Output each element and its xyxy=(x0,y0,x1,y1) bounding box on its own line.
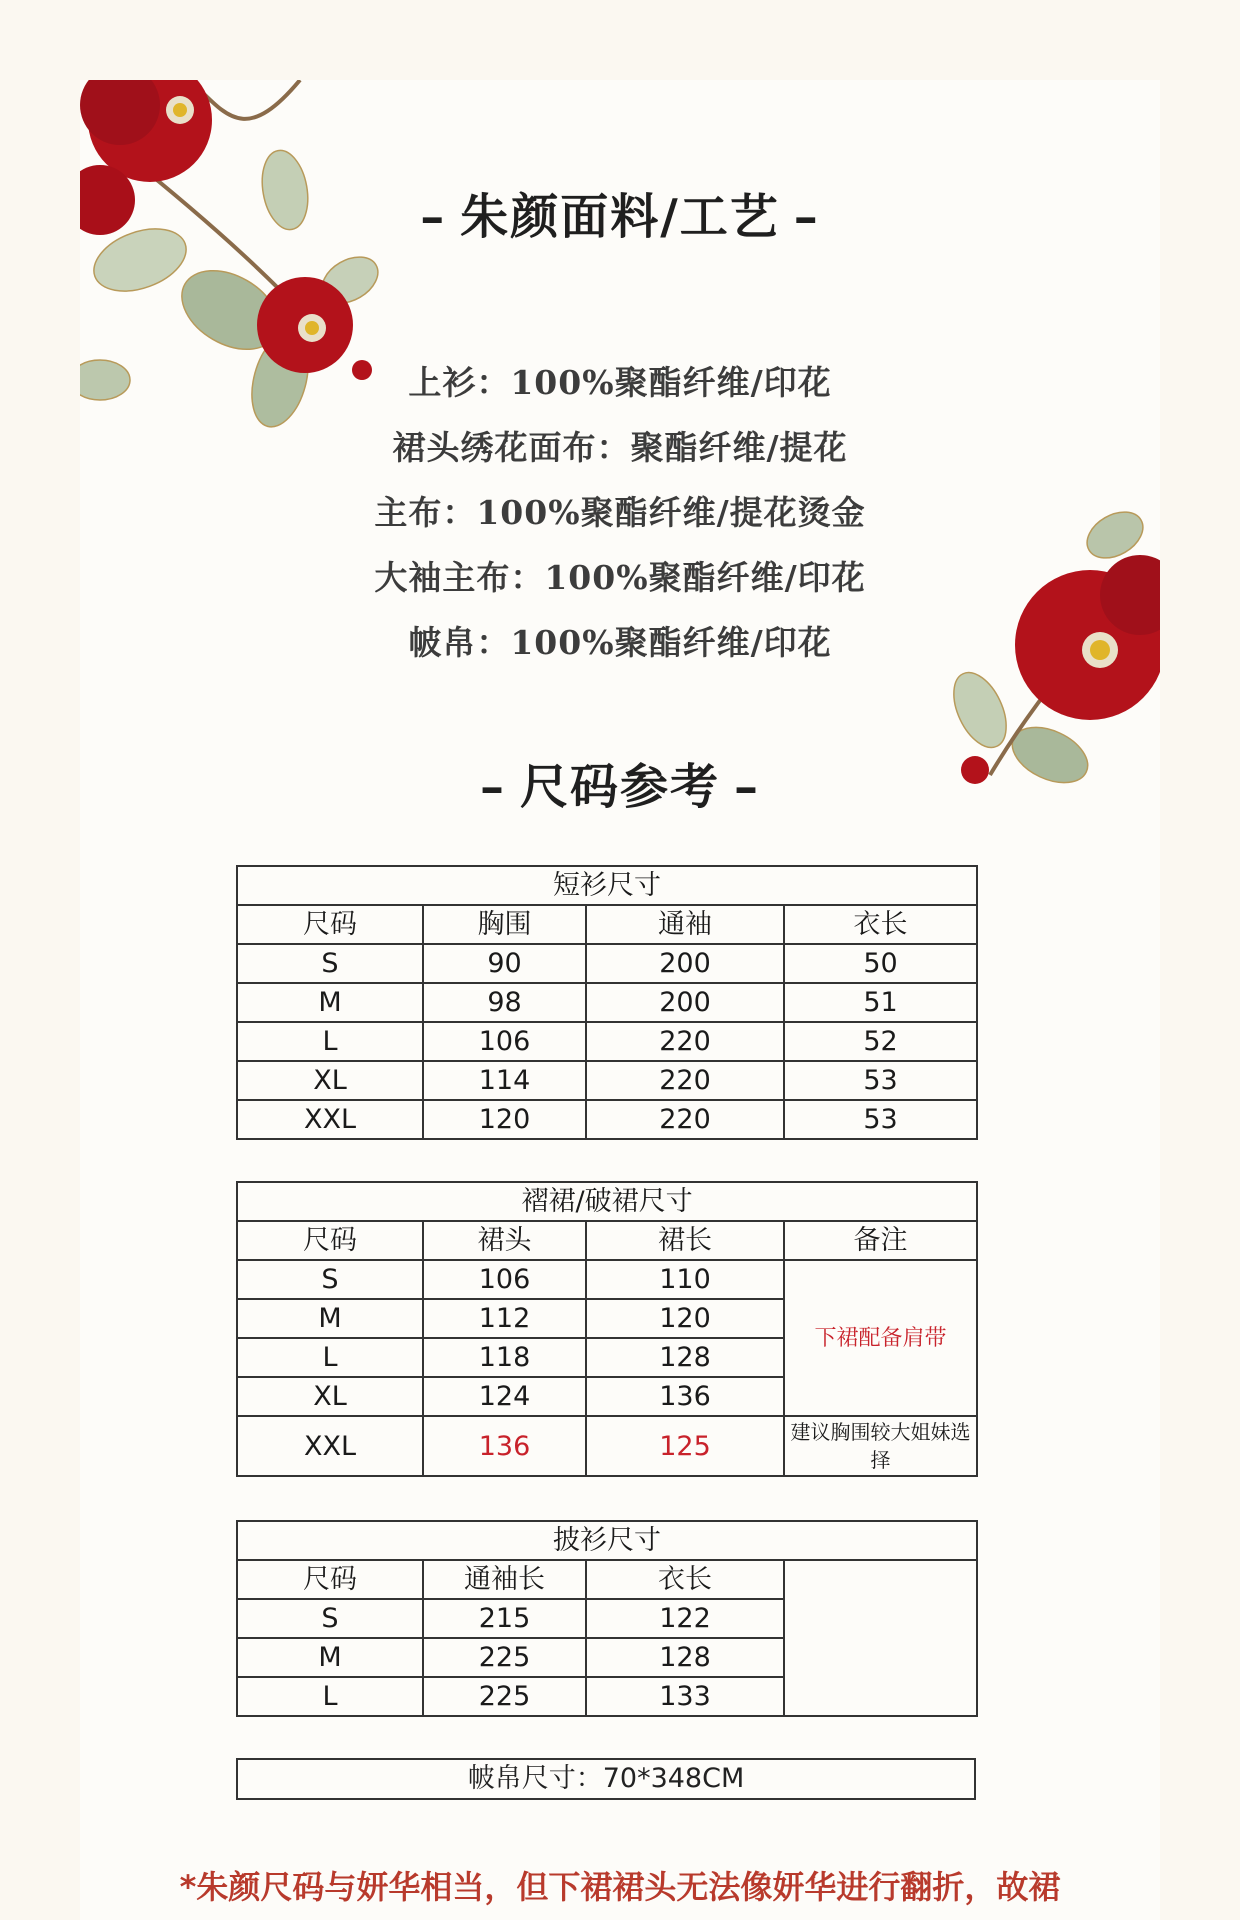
material-line: 帔帛：100%聚酯纤维/印花 xyxy=(408,623,832,662)
table-cell: 124 xyxy=(423,1377,586,1416)
fabric-section-title xyxy=(80,178,1160,247)
table-cell: M xyxy=(237,1638,423,1677)
column-header: 胸围 xyxy=(423,905,586,944)
table-cell: 112 xyxy=(423,1299,586,1338)
table-row xyxy=(237,1416,977,1476)
table-cell: 110 xyxy=(586,1260,784,1299)
table-cell: S xyxy=(237,1599,423,1638)
table-header-row xyxy=(237,905,977,944)
table-row xyxy=(237,944,977,983)
table-header-row xyxy=(237,1221,977,1260)
table-cell: 118 xyxy=(423,1338,586,1377)
note-xxl: 建议胸围较大姐妹选择 xyxy=(784,1416,977,1476)
table-title: 褶裙/破裙尺寸 xyxy=(237,1182,977,1221)
table-cell: 106 xyxy=(423,1022,586,1061)
table-cell: XXL xyxy=(237,1100,423,1139)
table-cell: 98 xyxy=(423,983,586,1022)
material-line: 主布：100%聚酯纤维/提花烫金 xyxy=(374,493,866,532)
fabric-material-list xyxy=(80,350,1160,675)
table-cell: 125 xyxy=(586,1416,784,1476)
title-dash-right: – xyxy=(793,189,820,245)
table-row xyxy=(237,1260,977,1299)
size-title-text: 尺码参考 xyxy=(519,759,720,815)
table-cell: L xyxy=(237,1677,423,1716)
table-cell: XXL xyxy=(237,1416,423,1476)
table-cell: 53 xyxy=(784,1061,977,1100)
table-cell: 225 xyxy=(423,1677,586,1716)
column-header: 衣长 xyxy=(784,905,977,944)
table-cell: L xyxy=(237,1338,423,1377)
column-header: 裙长 xyxy=(586,1221,784,1260)
table-title: 短衫尺寸 xyxy=(237,866,977,905)
scarf-size: 帔帛尺寸：70*348CM xyxy=(236,1758,976,1800)
table-cell: S xyxy=(237,1260,423,1299)
table-cell: 53 xyxy=(784,1100,977,1139)
size-note-footer: *朱颜尺码与妍华相当，但下裙裙头无法像妍华进行翻折，故裙 xyxy=(179,1868,1061,1906)
table-cell: S xyxy=(237,944,423,983)
column-header: 尺码 xyxy=(237,1221,423,1260)
table-cell: 114 xyxy=(423,1061,586,1100)
table-cell: 106 xyxy=(423,1260,586,1299)
table-cell: M xyxy=(237,983,423,1022)
table-cell: 128 xyxy=(586,1338,784,1377)
material-line: 上衫：100%聚酯纤维/印花 xyxy=(408,363,832,402)
table-cell: 225 xyxy=(423,1638,586,1677)
table-cell: 122 xyxy=(586,1599,784,1638)
table-cell: XL xyxy=(237,1377,423,1416)
table-cell: 120 xyxy=(423,1100,586,1139)
fabric-title-text: 朱颜面料/工艺 xyxy=(460,189,780,245)
shirt-size-table xyxy=(236,865,978,1140)
size-section-title xyxy=(80,748,1160,817)
table-cell: M xyxy=(237,1299,423,1338)
table-cell: 52 xyxy=(784,1022,977,1061)
table-cell: 220 xyxy=(586,1061,784,1100)
table-cell: 128 xyxy=(586,1638,784,1677)
table-title: 披衫尺寸 xyxy=(237,1521,977,1560)
table-cell: 220 xyxy=(586,1100,784,1139)
column-header: 衣长 xyxy=(586,1560,784,1599)
column-header: 通袖 xyxy=(586,905,784,944)
column-header: 通袖长 xyxy=(423,1560,586,1599)
skirt-size-table xyxy=(236,1181,978,1477)
table-cell: 220 xyxy=(586,1022,784,1061)
table-header-row xyxy=(237,1560,977,1599)
table-row xyxy=(237,1022,977,1061)
title-dash-left: – xyxy=(420,189,447,245)
note-shoulder-strap: 下裙配备肩带 xyxy=(784,1260,977,1416)
material-line: 大袖主布：100%聚酯纤维/印花 xyxy=(374,558,866,597)
column-header: 备注 xyxy=(784,1221,977,1260)
table-cell: L xyxy=(237,1022,423,1061)
table-cell: 200 xyxy=(586,983,784,1022)
material-line: 裙头绣花面布：聚酯纤维/提花 xyxy=(392,428,848,467)
table-row xyxy=(237,1100,977,1139)
empty-cell xyxy=(784,1560,977,1716)
table-cell: 50 xyxy=(784,944,977,983)
table-cell: 200 xyxy=(586,944,784,983)
title-dash-right: – xyxy=(734,759,760,815)
table-cell: XL xyxy=(237,1061,423,1100)
table-cell: 120 xyxy=(586,1299,784,1338)
column-header: 裙头 xyxy=(423,1221,586,1260)
table-cell: 215 xyxy=(423,1599,586,1638)
table-cell: 51 xyxy=(784,983,977,1022)
table-cell: 136 xyxy=(586,1377,784,1416)
cape-size-table xyxy=(236,1520,978,1717)
table-row xyxy=(237,1061,977,1100)
title-dash-left: – xyxy=(479,759,506,815)
table-cell: 136 xyxy=(423,1416,586,1476)
table-row xyxy=(237,983,977,1022)
table-cell: 90 xyxy=(423,944,586,983)
column-header: 尺码 xyxy=(237,905,423,944)
column-header: 尺码 xyxy=(237,1560,423,1599)
table-cell: 133 xyxy=(586,1677,784,1716)
